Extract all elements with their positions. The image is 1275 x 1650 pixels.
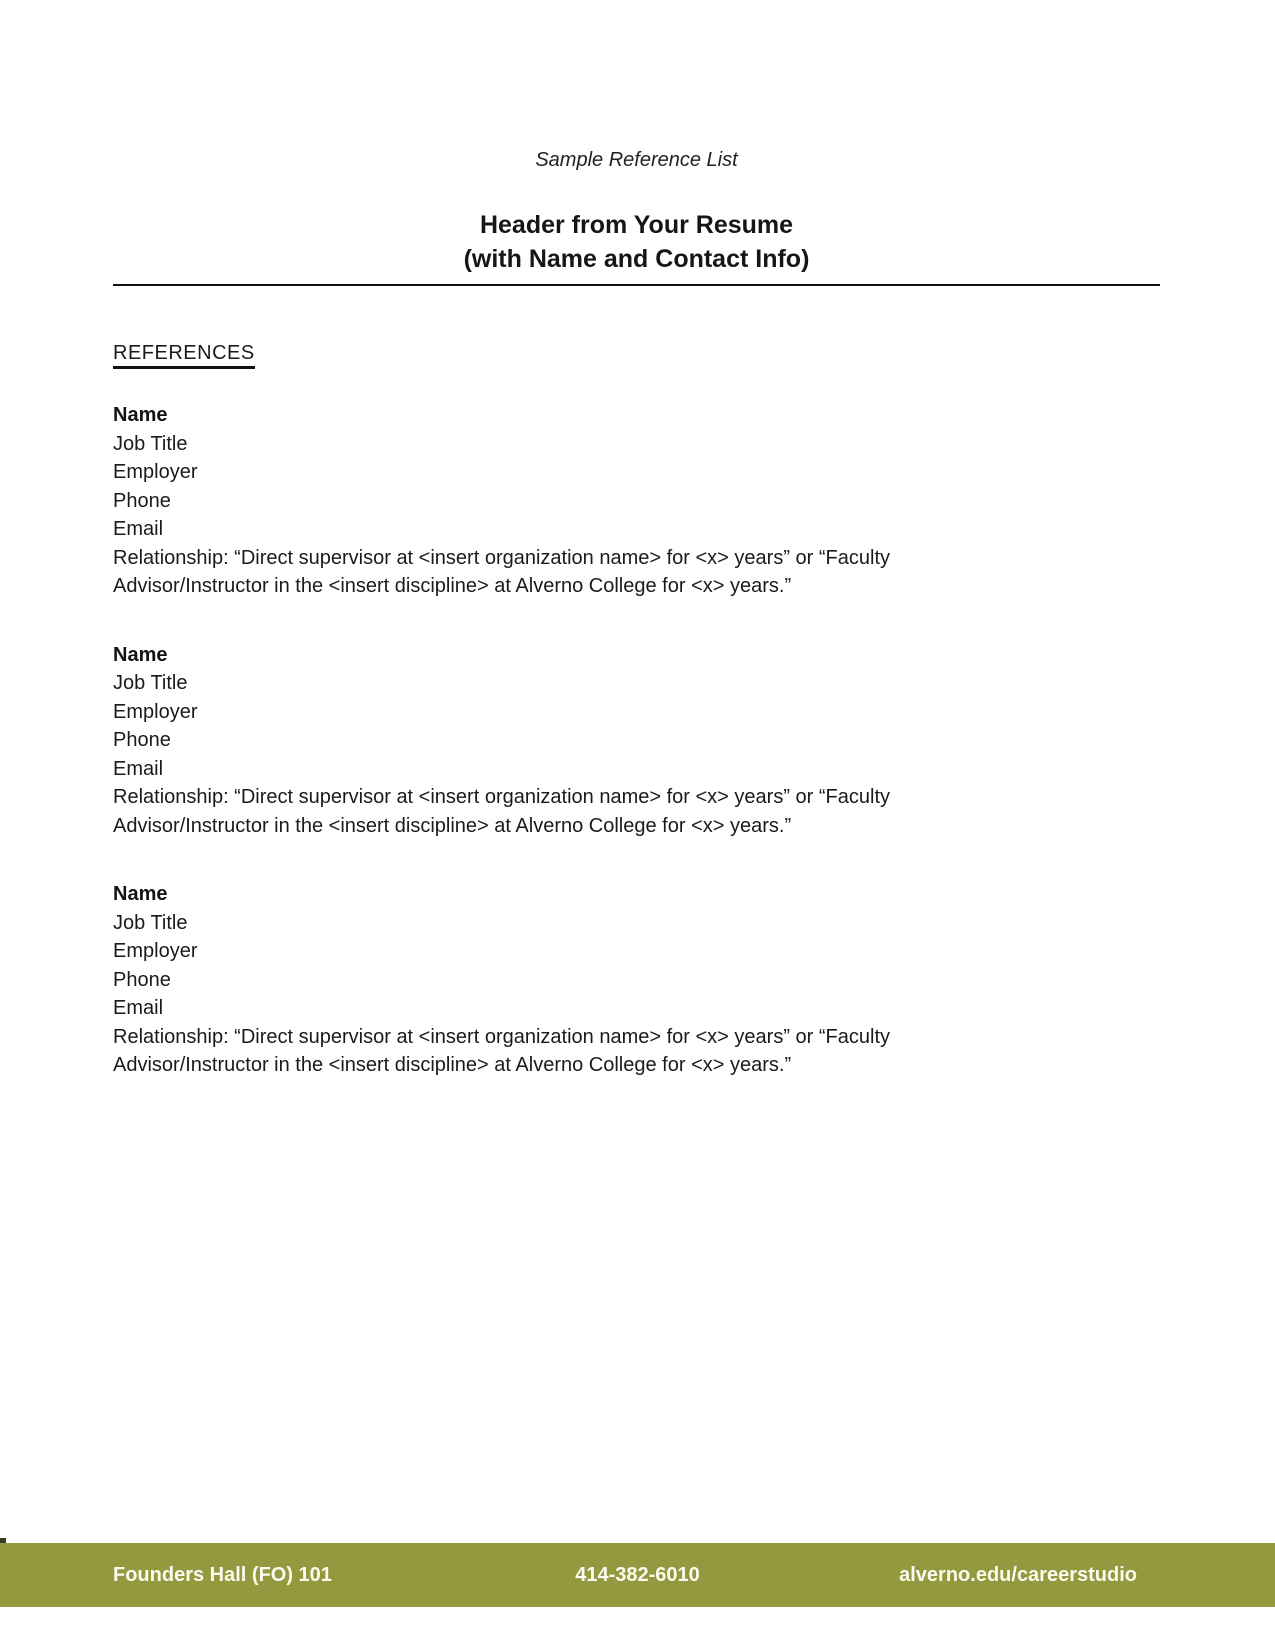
footer-website: alverno.edu/careerstudio <box>899 1563 1137 1586</box>
footer-bar <box>0 1543 1275 1607</box>
reference-block <box>113 401 1160 601</box>
reference-phone-label: Phone <box>113 489 171 512</box>
reference-name-label: Name <box>113 883 168 905</box>
reference-block <box>113 641 1160 841</box>
document-subtitle: Sample Reference List <box>535 149 738 171</box>
reference-phone-label: Phone <box>113 968 171 991</box>
footer-phone: 414-382-6010 <box>575 1563 700 1586</box>
header-divider <box>113 284 1160 286</box>
references-section-heading <box>113 343 1160 369</box>
reference-block <box>113 880 1160 1080</box>
reference-relationship-line1: Relationship: “Direct supervisor at <insert organization name> for <x> years” or “Faculty <box>113 1025 891 1048</box>
reference-email-label: Email <box>113 997 164 1019</box>
reference-relationship-line1: Relationship: “Direct supervisor at <insert organization name> for <x> years” or “Faculty <box>113 786 891 808</box>
reference-relationship-line2: Advisor/Instructor in the <insert discipline> at Alverno College for <x> years.” <box>113 814 792 837</box>
reference-name-label: Name <box>113 404 168 426</box>
reference-employer-label: Employer <box>113 461 198 483</box>
reference-phone-label: Phone <box>113 729 171 751</box>
reference-job-title-label: Job Title <box>113 432 188 455</box>
reference-relationship-line1: Relationship: “Direct supervisor at <insert organization name> for <x> years” or “Faculty <box>113 546 891 569</box>
reference-relationship-line2: Advisor/Instructor in the <insert discipline> at Alverno College for <x> years.” <box>113 1054 792 1076</box>
document-title-line2: (with Name and Contact Info) <box>463 245 810 273</box>
references-heading-text: REFERENCES <box>113 343 255 369</box>
document-title-line1: Header from Your Resume <box>479 211 794 239</box>
reference-employer-label: Employer <box>113 700 198 723</box>
reference-employer-label: Employer <box>113 940 198 962</box>
reference-name-label: Name <box>113 643 168 666</box>
reference-job-title-label: Job Title <box>113 672 188 694</box>
document-title <box>113 208 1160 276</box>
reference-email-label: Email <box>113 518 164 540</box>
reference-job-title-label: Job Title <box>113 911 188 934</box>
reference-relationship-line2: Advisor/Instructor in the <insert discipline> at Alverno College for <x> years.” <box>113 575 792 597</box>
footer-location: Founders Hall (FO) 101 <box>113 1563 332 1586</box>
reference-email-label: Email <box>113 757 164 780</box>
